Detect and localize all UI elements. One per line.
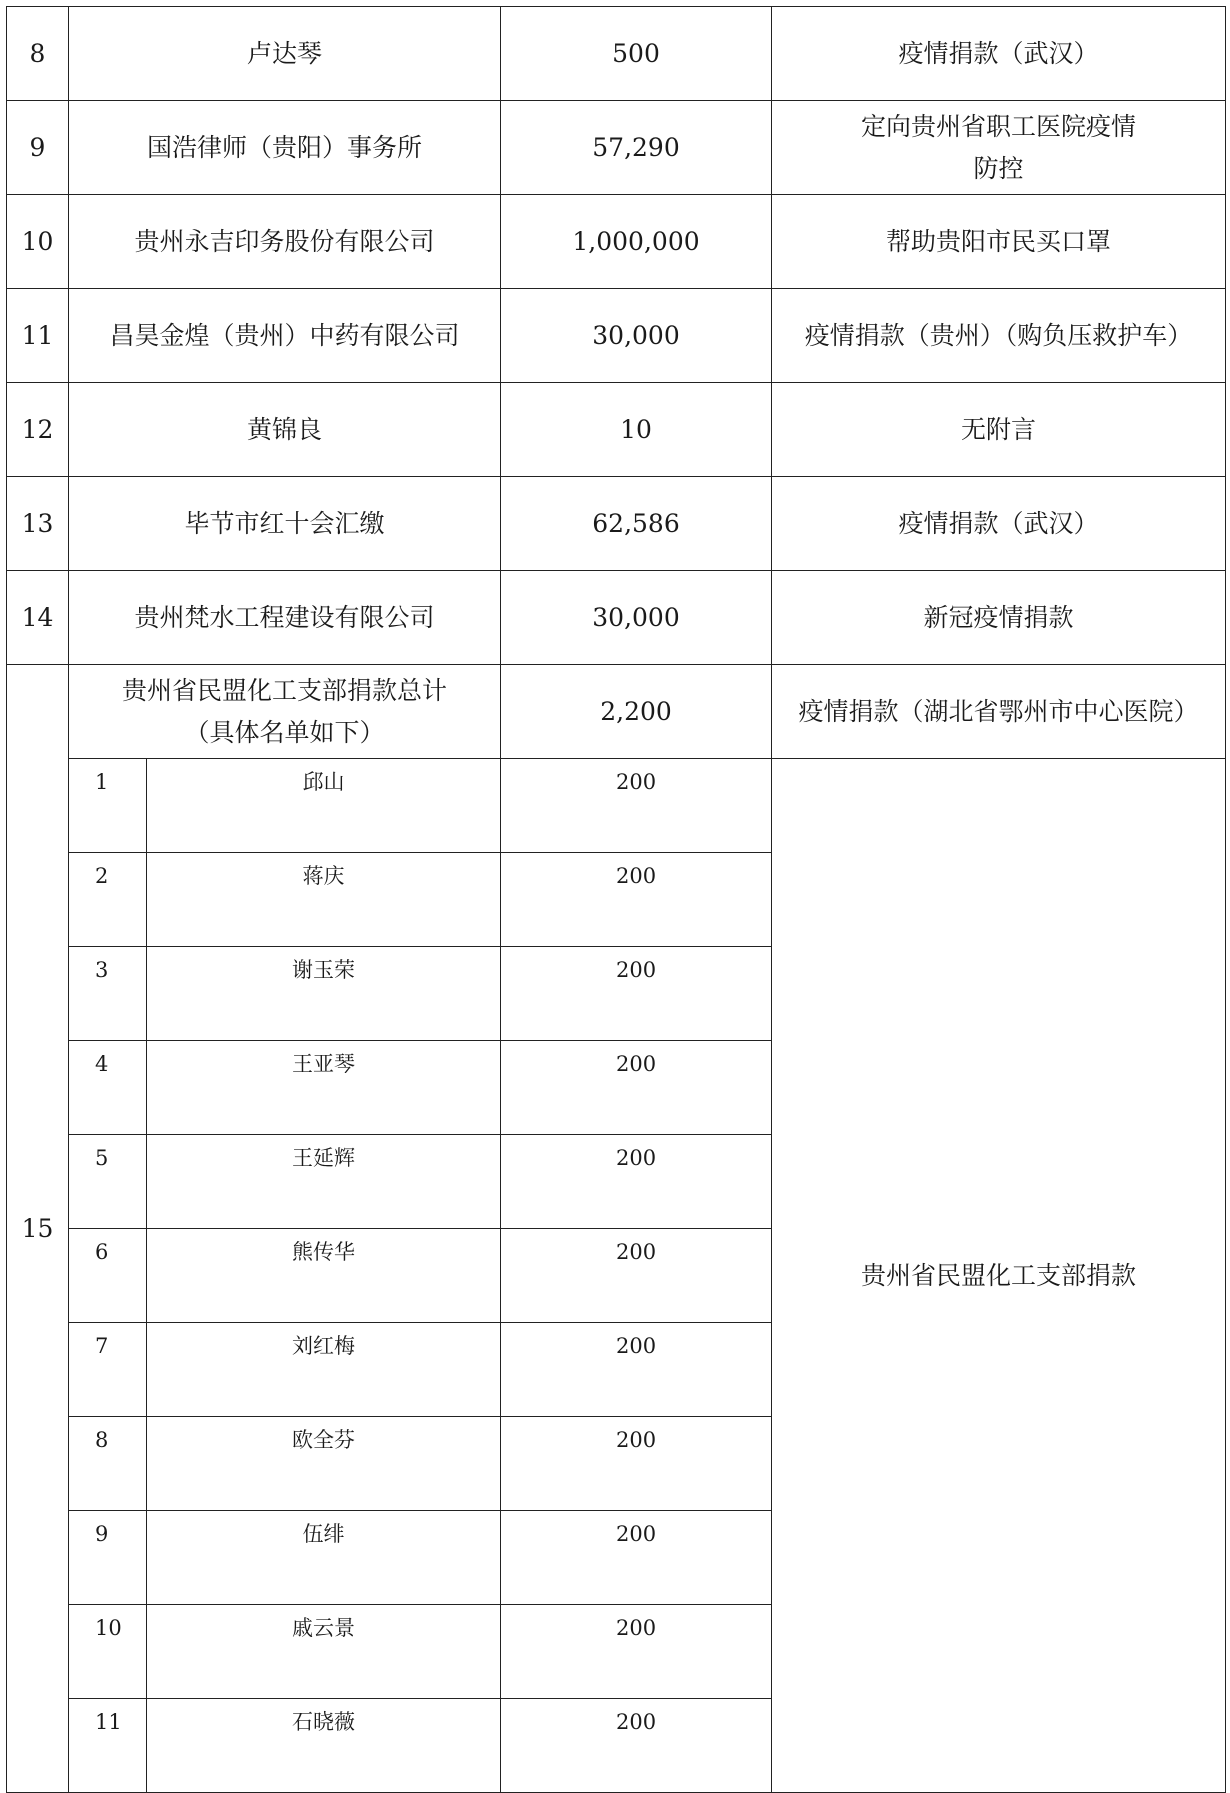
member-number: 8 <box>69 1417 147 1511</box>
member-amount: 200 <box>501 1605 772 1699</box>
member-name: 欧全芬 <box>147 1417 501 1511</box>
donation-purpose: 无附言 <box>772 383 1226 477</box>
row-number: 10 <box>7 195 69 289</box>
member-amount: 200 <box>501 1229 772 1323</box>
member-amount: 200 <box>501 1699 772 1793</box>
member-name: 熊传华 <box>147 1229 501 1323</box>
member-name: 石晓薇 <box>147 1699 501 1793</box>
member-number: 9 <box>69 1511 147 1605</box>
member-number: 7 <box>69 1323 147 1417</box>
group-donor-name: 贵州省民盟化工支部捐款总计 （具体名单如下） <box>69 665 501 759</box>
donation-amount: 30,000 <box>501 571 772 665</box>
row-number: 8 <box>7 7 69 101</box>
table-row <box>7 289 1226 383</box>
table-row <box>7 477 1226 571</box>
member-amount: 200 <box>501 1417 772 1511</box>
row-number: 9 <box>7 101 69 195</box>
donation-purpose: 疫情捐款（武汉） <box>772 477 1226 571</box>
member-row <box>7 759 1226 853</box>
member-number: 6 <box>69 1229 147 1323</box>
table-row <box>7 195 1226 289</box>
group-purpose: 疫情捐款（湖北省鄂州市中心医院） <box>772 665 1226 759</box>
table-row <box>7 101 1226 195</box>
member-amount: 200 <box>501 1511 772 1605</box>
member-number: 4 <box>69 1041 147 1135</box>
donation-amount: 62,586 <box>501 477 772 571</box>
donation-amount: 500 <box>501 7 772 101</box>
member-name: 王延辉 <box>147 1135 501 1229</box>
donation-purpose: 帮助贵阳市民买口罩 <box>772 195 1226 289</box>
table-row <box>7 383 1226 477</box>
donor-name: 黄锦良 <box>69 383 501 477</box>
donation-amount: 1,000,000 <box>501 195 772 289</box>
member-amount: 200 <box>501 1135 772 1229</box>
donor-name: 贵州永吉印务股份有限公司 <box>69 195 501 289</box>
group-header-row <box>7 665 1226 759</box>
donation-purpose: 疫情捐款（武汉） <box>772 7 1226 101</box>
member-name: 伍绯 <box>147 1511 501 1605</box>
donor-name: 毕节市红十会汇缴 <box>69 477 501 571</box>
member-amount: 200 <box>501 1323 772 1417</box>
donor-name: 昌昊金煌（贵州）中药有限公司 <box>69 289 501 383</box>
member-number: 3 <box>69 947 147 1041</box>
member-name: 戚云景 <box>147 1605 501 1699</box>
donation-purpose: 疫情捐款（贵州）（购负压救护车） <box>772 289 1226 383</box>
row-number: 12 <box>7 383 69 477</box>
member-name: 刘红梅 <box>147 1323 501 1417</box>
group-total-amount: 2,200 <box>501 665 772 759</box>
donor-name: 贵州梵水工程建设有限公司 <box>69 571 501 665</box>
row-number: 14 <box>7 571 69 665</box>
member-number: 2 <box>69 853 147 947</box>
table-row <box>7 571 1226 665</box>
donation-table <box>6 6 1226 1793</box>
member-group-purpose: 贵州省民盟化工支部捐款 <box>772 759 1226 1793</box>
member-number: 5 <box>69 1135 147 1229</box>
member-amount: 200 <box>501 1041 772 1135</box>
donor-name: 国浩律师（贵阳）事务所 <box>69 101 501 195</box>
donation-amount: 30,000 <box>501 289 772 383</box>
row-number: 11 <box>7 289 69 383</box>
member-amount: 200 <box>501 853 772 947</box>
donation-purpose: 定向贵州省职工医院疫情 防控 <box>772 101 1226 195</box>
row-number: 13 <box>7 477 69 571</box>
group-number: 15 <box>7 665 69 1793</box>
table-row <box>7 7 1226 101</box>
donation-amount: 57,290 <box>501 101 772 195</box>
member-amount: 200 <box>501 947 772 1041</box>
donation-table-body <box>7 7 1226 1793</box>
member-name: 谢玉荣 <box>147 947 501 1041</box>
donor-name: 卢达琴 <box>69 7 501 101</box>
donation-purpose: 新冠疫情捐款 <box>772 571 1226 665</box>
member-number: 1 <box>69 759 147 853</box>
member-number: 10 <box>69 1605 147 1699</box>
member-name: 邱山 <box>147 759 501 853</box>
member-name: 王亚琴 <box>147 1041 501 1135</box>
member-name: 蒋庆 <box>147 853 501 947</box>
donation-amount: 10 <box>501 383 772 477</box>
member-amount: 200 <box>501 759 772 853</box>
member-number: 11 <box>69 1699 147 1793</box>
